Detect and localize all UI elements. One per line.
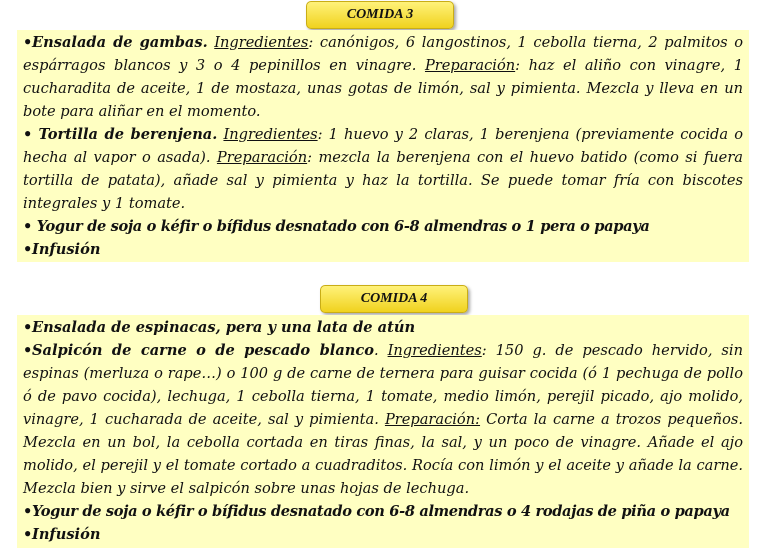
comida-3-panel: [17, 30, 749, 262]
item-text: Yogur de soja o kéfir o bífidus desnatado con 6-8 almendras o 1 pera o papaya: [32, 218, 650, 235]
preparation-text: : haz el aliño con vinagre, 1 cucharadita de aceite, 1 de mostaza, unas gotas de limón, sal y pimienta. Mezcla y lleva en un bote para aliñar en el momento.: [23, 57, 744, 120]
item-text: Infusión: [32, 526, 101, 543]
list-item: [23, 316, 743, 339]
preparation-label: Preparación:: [384, 411, 481, 428]
dish-name: Salpicón de carne o de pescado blanco: [32, 342, 374, 359]
item-text: Yogur de soja o kéfir o bífidus desnatado con 6-8 almendras o 4 rodajas de piña o papaya: [32, 503, 730, 520]
ingredients-label: Ingredientes: [223, 126, 318, 143]
ingredients-separator: :: [317, 126, 323, 143]
preparation-label: Preparación: [216, 149, 308, 166]
bullet-icon: •: [23, 526, 33, 543]
list-item: [23, 31, 743, 123]
ingredients-label: Ingredientes: [214, 34, 309, 51]
item-text: Ensalada de espinacas, pera y una lata de atún: [32, 319, 416, 336]
name-separator: .: [374, 342, 388, 359]
ingredients-text: : 150 g. de pescado hervido, sin espinas (merluza o rape…) o 100 g de carne de ternera para guisar cocida (ó 1 pechuga de pollo ó de pavo cocida), lechuga, 1 cebolla tierna, 1 tomate, medio limón, perejil picado, ajo molido, vinagre, 1 cucharada de aceite, sal y pimienta.: [23, 342, 743, 428]
ingredients-text: 1 huevo y 2 claras, 1 berenjena (previamente cocida o hecha al vapor o asada).: [23, 126, 743, 166]
preparation-label: Preparación: [424, 57, 516, 74]
bullet-icon: •: [23, 241, 33, 258]
list-item: [23, 339, 743, 500]
list-item: [23, 523, 743, 546]
preparation-text: Corta la carne a trozos pequeños. Mezcla en un bol, la cebolla cortada en tiras finas, la sal, y un poco de vinagre. Añade el ajo molido, el perejil y el tomate cortado a cuadraditos. Rocía con limón y el aceite y añade la carne. Mezcla bien y sirve el salpicón sobre unas hojas de lechuga.: [23, 411, 743, 497]
ingredients-label: Ingredientes: [387, 342, 482, 359]
preparation-text: : mezcla la berenjena con el huevo batido (como si fuera tortilla de patata), añade sal y pimienta y haz la tortilla. Se puede tomar fría con biscotes integrales y 1 tomate.: [23, 149, 743, 212]
ingredients-separator: :: [308, 34, 314, 51]
list-item: [23, 123, 743, 215]
list-item: [23, 215, 743, 238]
bullet-icon: •: [23, 126, 33, 143]
list-item: [23, 238, 743, 261]
bullet-icon: •: [23, 319, 33, 336]
bullet-icon: •: [23, 34, 33, 51]
list-item: [23, 500, 743, 523]
bullet-icon: •: [23, 342, 33, 359]
dish-name: Ensalada de gambas.: [32, 34, 208, 51]
bullet-icon: •: [23, 503, 32, 520]
comida-4-tab: COMIDA 4: [320, 285, 468, 313]
dish-name: Tortilla de berenjena.: [32, 126, 218, 143]
ingredients-text: canónigos, 6 langostinos, 1 cebolla tierna, 2 palmitos o espárragos blancos y 3 o 4 pepinillos en vinagre.: [23, 34, 744, 74]
bullet-icon: •: [23, 218, 32, 235]
item-text: Infusión: [32, 241, 101, 258]
comida-3-tab: COMIDA 3: [306, 1, 454, 29]
comida-4-panel: [17, 315, 749, 548]
